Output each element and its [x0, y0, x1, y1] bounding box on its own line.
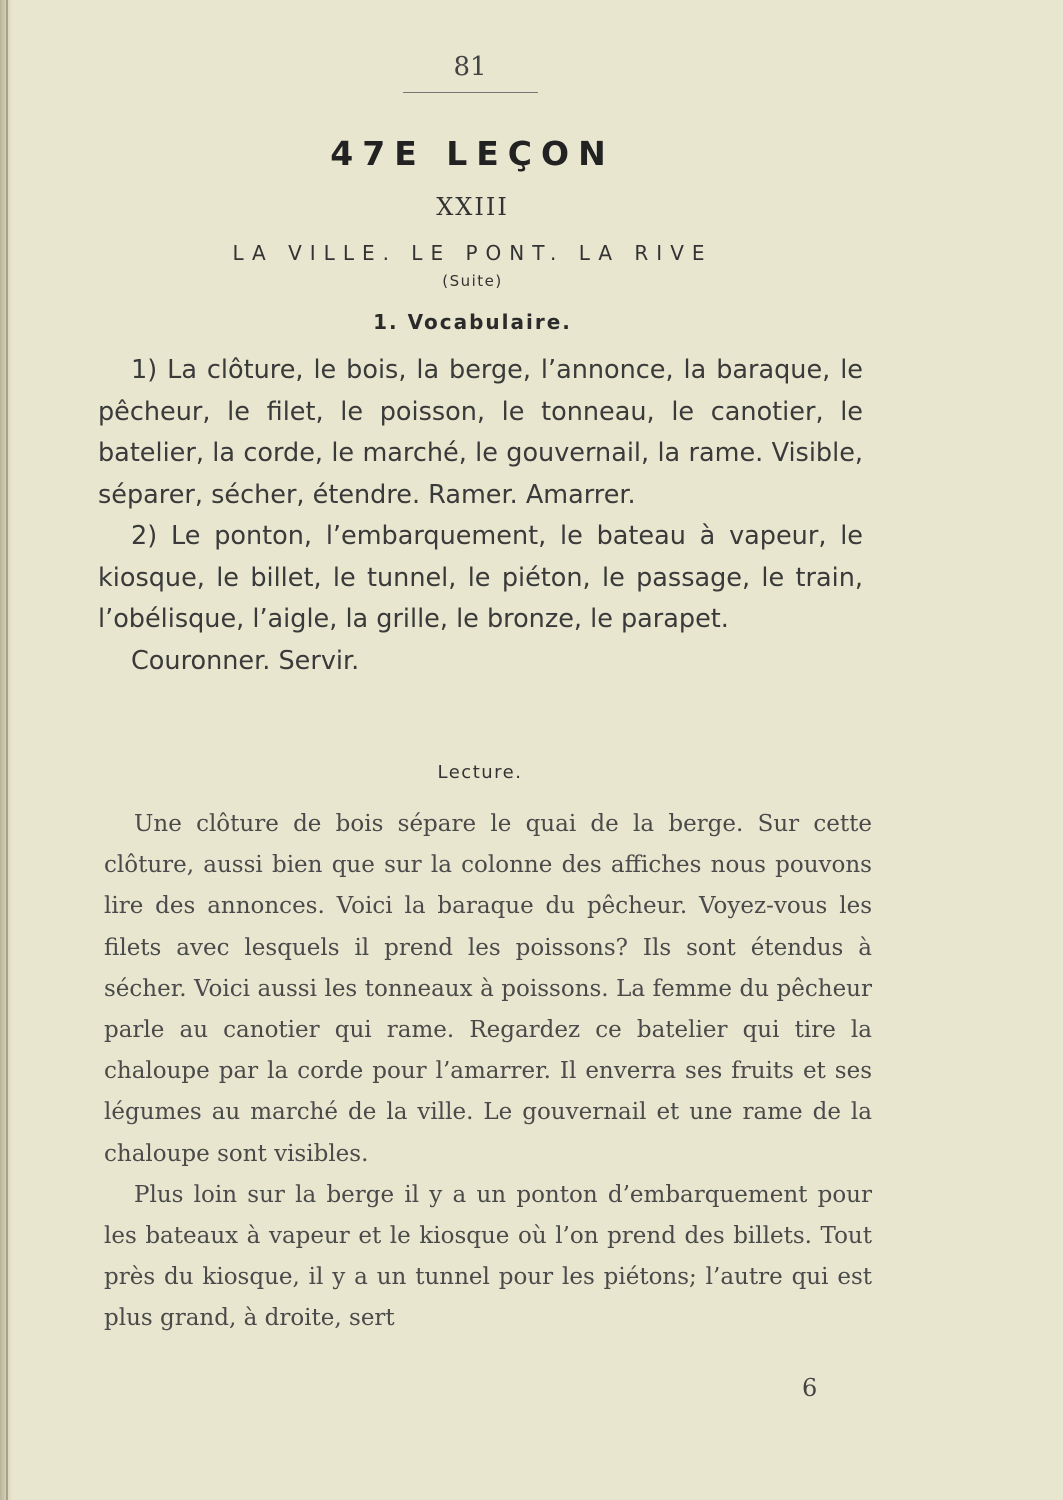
vocabulary-heading: 1. Vocabulaire.: [373, 310, 572, 334]
reading-heading: Lecture.: [437, 762, 523, 783]
lesson-subject: LA VILLE. LE PONT. LA RIVE: [232, 241, 713, 265]
vocabulary-section: [98, 350, 863, 682]
reading-paragraph-1: Une clôture de bois sépare le quai de la berge. Sur cette clôture, aussi bien que sur la colonne des affiches nous pouvons lire des annonces. Voici la baraque du pêcheur. Voyez-vous les filets avec lesquels il prend les poissons? Ils sont étendus à sécher. Voici aussi les tonneaux à poissons. La femme du pêcheur parle au canotier qui rame. Regardez ce batelier qui tire la chaloupe par la corde pour l’amarrer. Il enverra ses fruits et ses légumes au marché de la ville. Le gouvernail et une rame de la chaloupe sont visibles.: [104, 811, 872, 1167]
signature-mark: 6: [802, 1374, 818, 1402]
page-binding-line: [6, 0, 8, 1500]
lesson-title: 47E LEÇON: [330, 134, 615, 173]
lesson-suite-note: (Suite): [442, 272, 503, 290]
page-number-rule: [403, 92, 538, 93]
vocabulary-paragraph-1: 1) La clôture, le bois, la berge, l’annonce, la baraque, le pêcheur, le filet, le poisson, le tonneau, le canotier, le batelier, la corde, le marché, le gouvernail, la rame. Visible, séparer, sécher, étendre. Ramer. Amarrer.: [98, 355, 863, 510]
reading-paragraph-2: Plus loin sur la berge il y a un ponton d’embarquement pour les bateaux à vapeur et le kiosque où l’on prend des billets. Tout près du kiosque, il y a un tunnel pour les piétons; l’autre qui est plus grand, à droite, sert: [104, 1181, 872, 1332]
vocabulary-paragraph-3: Couronner. Servir.: [131, 645, 360, 676]
page-number: 81: [453, 52, 487, 82]
reading-section: [104, 804, 872, 1340]
vocabulary-paragraph-2: 2) Le ponton, l’embarquement, le bateau à vapeur, le kiosque, le billet, le tunnel, le piéton, le passage, le train, l’obélisque, l’aigle, la grille, le bronze, le parapet.: [98, 521, 863, 634]
lesson-roman-numeral: XXIII: [436, 193, 509, 221]
